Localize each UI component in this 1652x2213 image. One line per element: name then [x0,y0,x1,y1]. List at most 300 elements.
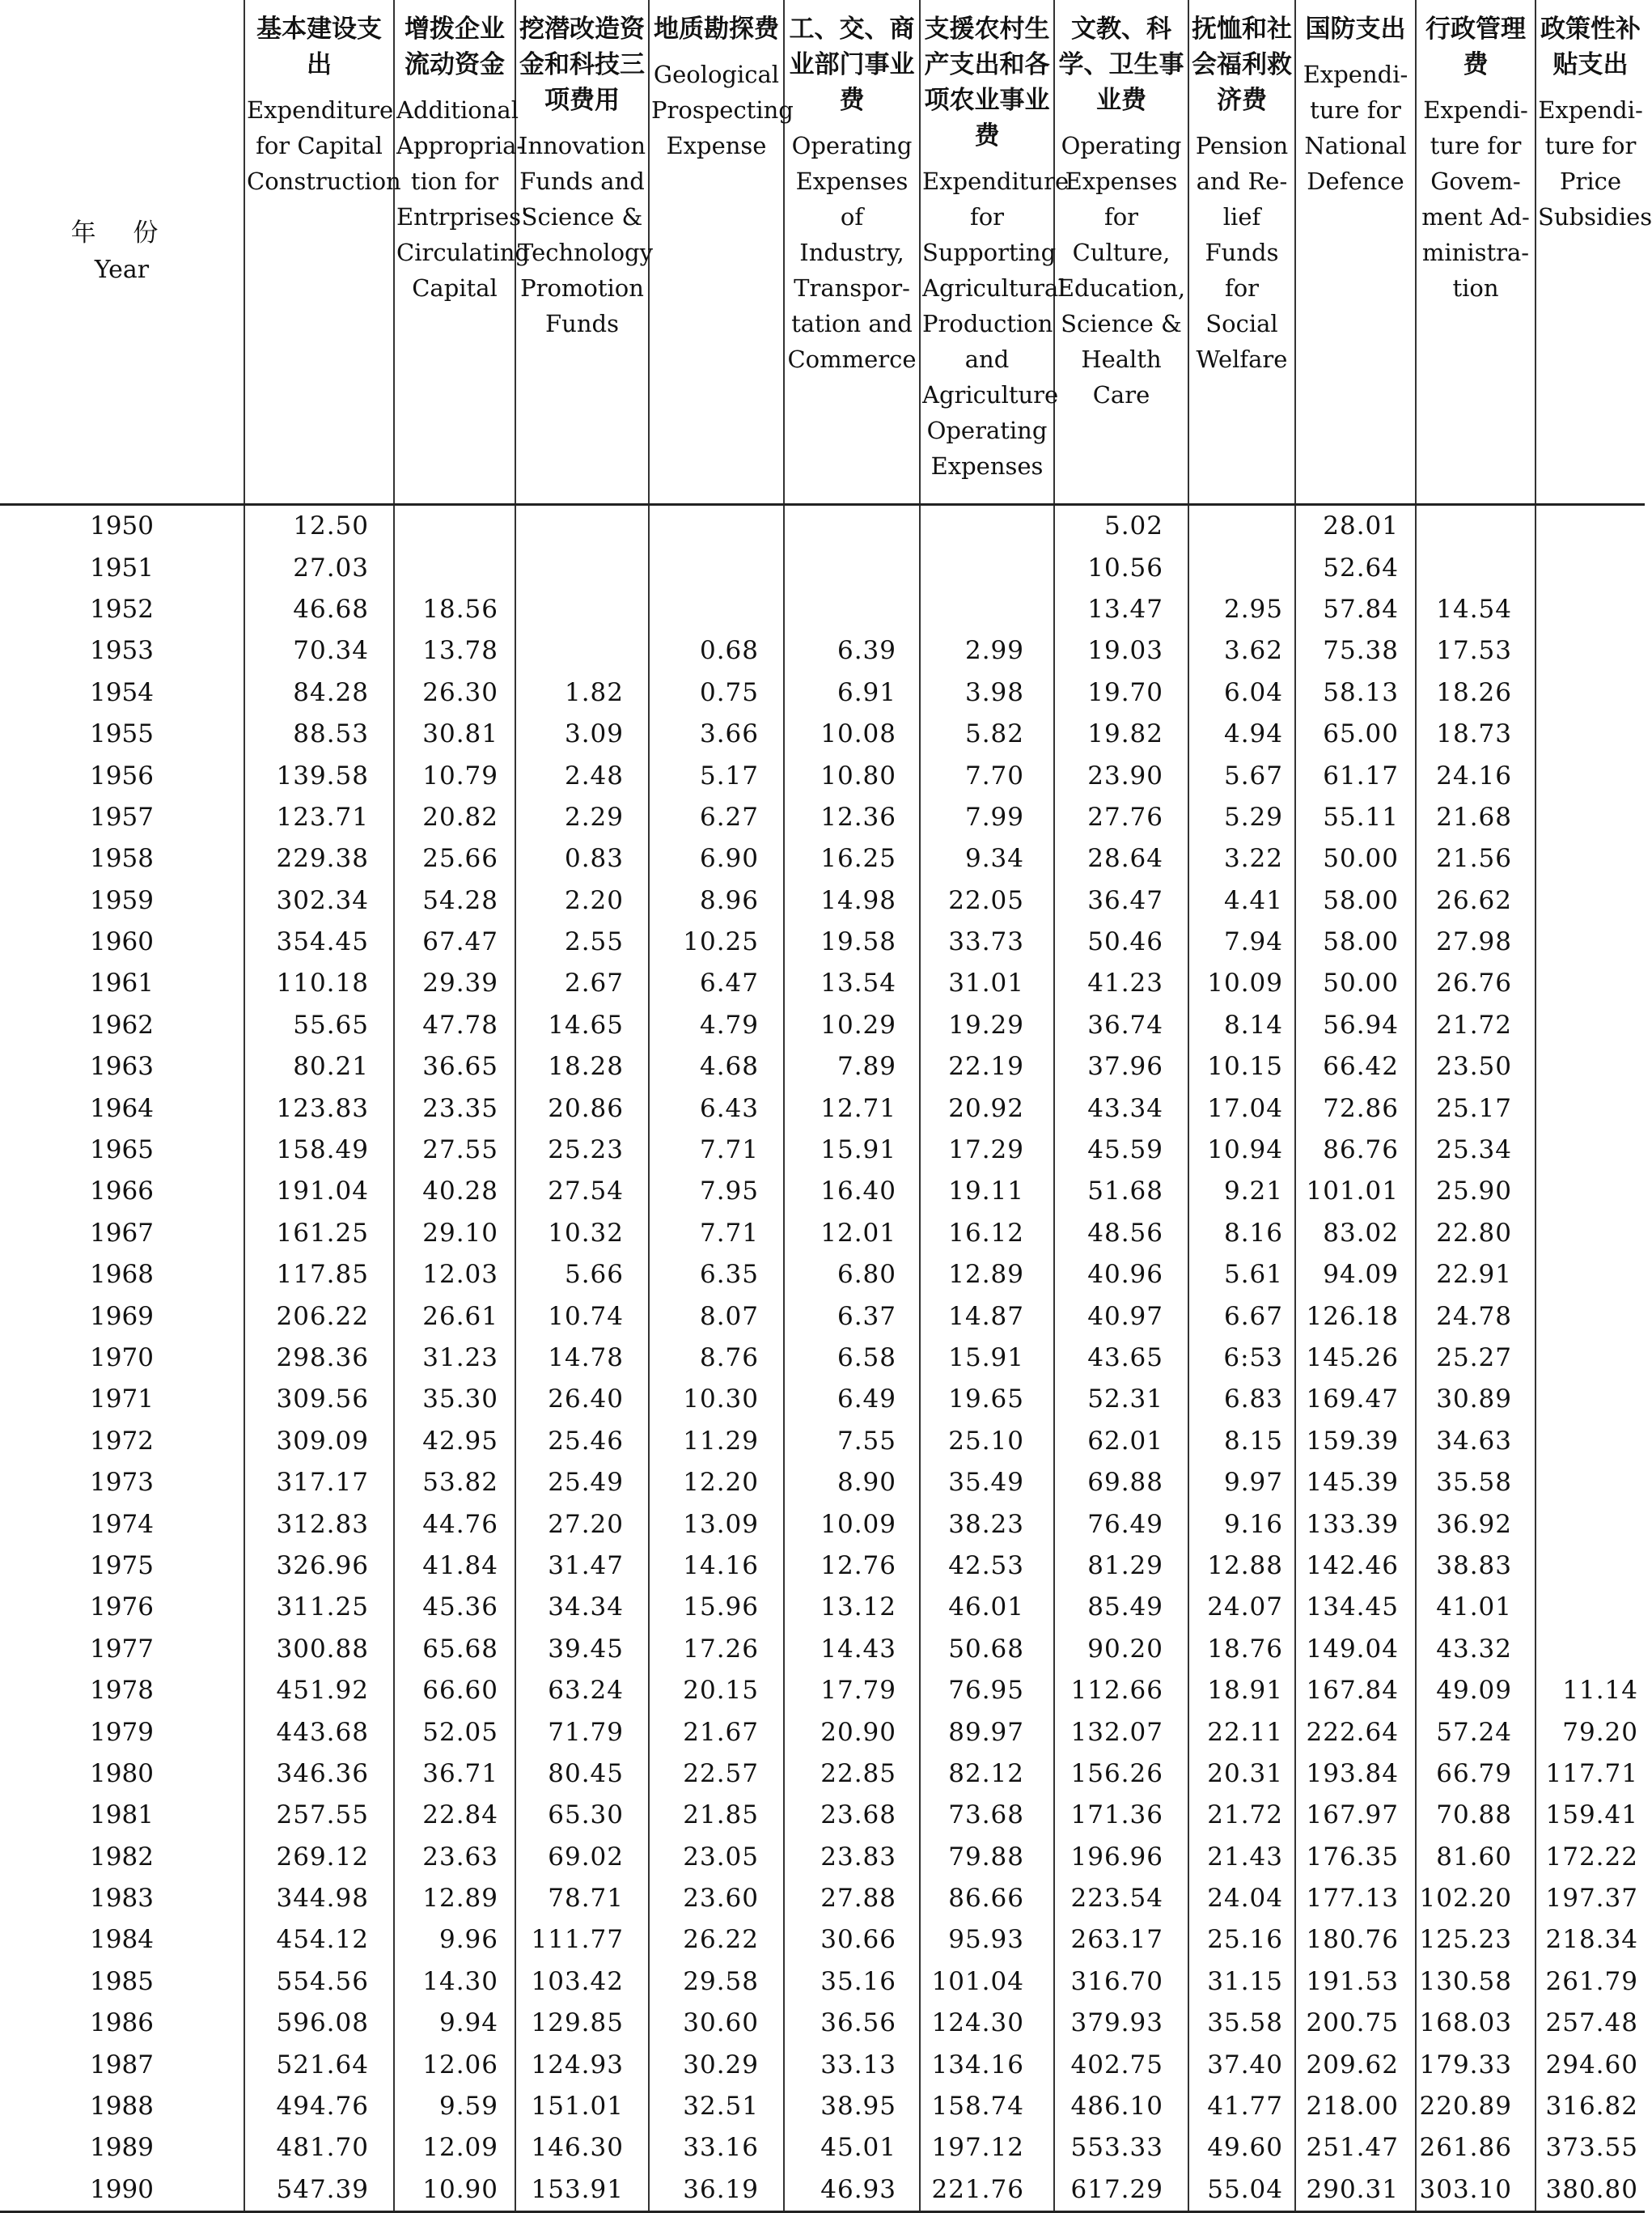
value-cell: 18.26 [1416,672,1536,714]
value-cell [1536,963,1645,1004]
year-cell: 1968 [90,1260,154,1290]
value-cell: 5.82 [920,714,1054,755]
value-cell: 55.04 [1188,2169,1295,2212]
value-cell: 76.95 [920,1670,1054,1711]
table-row [0,505,1645,548]
header-english-label: Innovation Funds and Science & Technology Promotion Funds [518,132,653,337]
value-cell: 218.34 [1536,1919,1645,1961]
value-cell: 38.83 [1416,1545,1536,1587]
table-row [0,589,1645,630]
value-cell: 44.76 [394,1503,515,1545]
value-cell: 12.36 [784,797,920,838]
value-cell: 16.25 [784,838,920,880]
value-cell: 13.47 [1054,589,1188,630]
value-cell: 26.40 [515,1379,649,1420]
value-cell: 25.49 [515,1462,649,1503]
value-cell: 29.58 [649,1961,784,2003]
value-cell: 168.03 [1416,2003,1536,2044]
value-cell: 6.27 [649,797,784,838]
year-cell: 1971 [90,1384,154,1414]
value-cell: 37.96 [1054,1046,1188,1087]
value-cell: 15.91 [920,1338,1054,1379]
value-cell: 81.29 [1054,1545,1188,1587]
value-cell: 12.50 [244,505,394,548]
value-cell: 10.74 [515,1295,649,1337]
year-cell: 1977 [90,1634,154,1664]
table-row [0,630,1645,672]
value-cell: 46.68 [244,589,394,630]
value-cell: 57.24 [1416,1711,1536,1753]
value-cell: 158.49 [244,1130,394,1171]
year-cell: 1950 [90,511,154,541]
value-cell: 294.60 [1536,2044,1645,2085]
value-cell [920,589,1054,630]
value-cell [1536,1338,1645,1379]
value-cell: 20.82 [394,797,515,838]
year-cell: 1981 [90,1800,154,1830]
column-header-5 [784,0,920,505]
value-cell: 13.09 [649,1503,784,1545]
value-cell: 36.92 [1416,1503,1536,1545]
table-row [0,1919,1645,1961]
value-cell: 125.23 [1416,1919,1536,1961]
value-cell: 547.39 [244,2169,394,2212]
value-cell: 37.40 [1188,2044,1295,2085]
value-cell: 0.68 [649,630,784,672]
header-row [0,0,1645,505]
value-cell: 12.71 [784,1087,920,1129]
value-cell: 354.45 [244,922,394,963]
value-cell: 17.26 [649,1629,784,1670]
column-header-year [0,0,244,505]
value-cell [1536,1005,1645,1046]
value-cell: 26.61 [394,1295,515,1337]
value-cell: 223.54 [1054,1878,1188,1919]
value-cell: 36.47 [1054,880,1188,922]
year-cell: 1978 [90,1676,154,1706]
table-row [0,1171,1645,1212]
value-cell: 19.70 [1054,672,1188,714]
value-cell: 8.96 [649,880,784,922]
value-cell: 9.21 [1188,1171,1295,1212]
header-english-label: Year [94,256,150,284]
year-cell: 1959 [90,885,154,915]
header-english-label: Pension and Re- lief Funds for Social Welfare [1195,132,1289,373]
value-cell: 13.78 [394,630,515,672]
value-cell: 18.28 [515,1046,649,1087]
value-cell: 161.25 [244,1213,394,1254]
column-header-3 [515,0,653,505]
value-cell: 50.00 [1295,963,1416,1004]
value-cell: 20.92 [920,1087,1054,1129]
value-cell: 454.12 [244,1919,394,1961]
value-cell: 139.58 [244,755,394,796]
value-cell: 11.29 [649,1421,784,1462]
header-chinese-label: 地质勘探费 [654,15,779,44]
value-cell: 521.64 [244,2044,394,2085]
value-cell: 177.13 [1295,1878,1416,1919]
value-cell: 300.88 [244,1629,394,1670]
value-cell: 5.17 [649,755,784,796]
value-cell: 167.97 [1295,1795,1416,1836]
value-cell: 3.22 [1188,838,1295,880]
value-cell: 6.83 [1188,1379,1295,1420]
value-cell: 65.30 [515,1795,649,1836]
value-cell: 22.80 [1416,1213,1536,1254]
value-cell: 209.62 [1295,2044,1416,2085]
value-cell: 269.12 [244,1837,394,1878]
value-cell: 49.60 [1188,2127,1295,2168]
value-cell: 73.68 [920,1795,1054,1836]
value-cell: 31.23 [394,1338,515,1379]
value-cell: 27.98 [1416,922,1536,963]
value-cell: 206.22 [244,1295,394,1337]
value-cell: 83.02 [1295,1213,1416,1254]
value-cell [1536,672,1645,714]
table-row [0,2044,1645,2085]
value-cell: 8.16 [1188,1213,1295,1254]
value-cell: 7.71 [649,1213,784,1254]
value-cell: 26.62 [1416,880,1536,922]
year-cell: 1972 [90,1426,154,1456]
column-header-7 [1054,0,1188,505]
value-cell: 41.01 [1416,1587,1536,1628]
header-chinese-label: 抚恤和社会福利救济费 [1192,15,1292,115]
year-cell: 1951 [90,553,154,583]
value-cell: 12.89 [920,1254,1054,1295]
value-cell: 89.97 [920,1711,1054,1753]
value-cell: 86.76 [1295,1130,1416,1171]
value-cell: 45.01 [784,2127,920,2168]
value-cell: 5.02 [1054,505,1188,548]
value-cell: 22.91 [1416,1254,1536,1295]
value-cell: 7.94 [1188,922,1295,963]
value-cell: 17.79 [784,1670,920,1711]
value-cell: 80.21 [244,1046,394,1087]
value-cell: 95.93 [920,1919,1054,1961]
year-cell: 1990 [0,2169,244,2212]
value-cell [1536,1421,1645,1462]
year-cell: 1984 [90,1925,154,1955]
value-cell: 176.35 [1295,1837,1416,1878]
value-cell: 28.64 [1054,838,1188,880]
column-header-10 [1416,0,1536,505]
value-cell: 16.12 [920,1213,1054,1254]
value-cell [515,589,649,630]
value-cell: 10.25 [649,922,784,963]
year-cell: 1967 [90,1218,154,1248]
value-cell [649,547,784,588]
value-cell: 9.94 [394,2003,515,2044]
value-cell: 111.77 [515,1919,649,1961]
value-cell: 53.82 [394,1462,515,1503]
value-cell: 25.46 [515,1421,649,1462]
year-cell: 1957 [90,802,154,832]
value-cell: 25.10 [920,1421,1054,1462]
value-cell: 19.65 [920,1379,1054,1420]
value-cell: 191.04 [244,1171,394,1212]
value-cell: 311.25 [244,1587,394,1628]
value-cell: 15.91 [784,1130,920,1171]
value-cell: 66.60 [394,1670,515,1711]
table-row [0,1961,1645,2003]
value-cell: 51.68 [1054,1171,1188,1212]
value-cell: 554.56 [244,1961,394,2003]
value-cell: 88.53 [244,714,394,755]
value-cell: 35.58 [1188,2003,1295,2044]
value-cell: 14.54 [1416,589,1536,630]
value-cell: 70.34 [244,630,394,672]
value-cell: 48.56 [1054,1213,1188,1254]
value-cell: 27.03 [244,547,394,588]
value-cell: 4.68 [649,1046,784,1087]
value-cell: 21.56 [1416,838,1536,880]
value-cell: 14.16 [649,1545,784,1587]
year-cell: 1980 [90,1758,154,1788]
value-cell: 9.34 [920,838,1054,880]
value-cell: 101.01 [1295,1171,1416,1212]
value-cell: 379.93 [1054,2003,1188,2044]
value-cell: 123.83 [244,1087,394,1129]
value-cell: 25.16 [1188,1919,1295,1961]
value-cell: 19.03 [1054,630,1188,672]
year-cell: 1970 [90,1343,154,1372]
value-cell: 41.84 [394,1545,515,1587]
value-cell: 8.90 [784,1462,920,1503]
header-chinese-label: 支援农村生产支出和各项农业事业费 [924,15,1050,151]
value-cell: 6.47 [649,963,784,1004]
value-cell: 23.90 [1054,755,1188,796]
value-cell: 30.81 [394,714,515,755]
value-cell: 40.28 [394,1171,515,1212]
value-cell: 65.00 [1295,714,1416,755]
value-cell: 117.85 [244,1254,394,1295]
value-cell: 257.55 [244,1795,394,1836]
value-cell: 69.88 [1054,1462,1188,1503]
value-cell: 6.39 [784,630,920,672]
year-cell: 1975 [90,1550,154,1580]
value-cell: 26.30 [394,672,515,714]
value-cell: 84.28 [244,672,394,714]
year-cell: 1958 [90,844,154,874]
table-row [0,2003,1645,2044]
value-cell [784,589,920,630]
value-cell: 31.47 [515,1545,649,1587]
value-cell: 26.22 [649,1919,784,1961]
table-row [0,1130,1645,1171]
column-header-2 [394,0,530,505]
value-cell: 11.14 [1536,1670,1645,1711]
value-cell: 261.86 [1416,2127,1536,2168]
value-cell: 134.45 [1295,1587,1416,1628]
value-cell [515,505,649,548]
value-cell: 42.53 [920,1545,1054,1587]
value-cell: 21.72 [1188,1795,1295,1836]
value-cell [1536,1046,1645,1087]
value-cell: 317.17 [244,1462,394,1503]
value-cell: 124.93 [515,2044,649,2085]
value-cell: 2.55 [515,922,649,963]
value-cell: 36.19 [649,2169,784,2212]
value-cell: 373.55 [1536,2127,1645,2168]
value-cell: 10.09 [784,1503,920,1545]
value-cell: 6:53 [1188,1338,1295,1379]
value-cell: 9.96 [394,1919,515,1961]
year-cell: 1969 [90,1301,154,1331]
value-cell: 7.70 [920,755,1054,796]
value-cell: 3.98 [920,672,1054,714]
value-cell: 12.20 [649,1462,784,1503]
value-cell [1536,1213,1645,1254]
value-cell: 7.99 [920,797,1054,838]
header-chinese-label: 挖潜改造资金和科技三项费用 [519,15,645,115]
header-english-label: Expenditure for Supporting Agricultural Production and Agriculture Operating Expenses [922,167,1070,480]
value-cell: 24.78 [1416,1295,1536,1337]
table-row [0,1213,1645,1254]
value-cell [1416,505,1536,548]
value-cell: 481.70 [244,2127,394,2168]
value-cell: 40.96 [1054,1254,1188,1295]
value-cell: 196.96 [1054,1837,1188,1878]
value-cell: 62.01 [1054,1421,1188,1462]
value-cell: 7.71 [649,1130,784,1171]
value-cell: 46.93 [784,2169,920,2212]
value-cell [1536,880,1645,922]
value-cell: 36.71 [394,1753,515,1795]
value-cell [1536,1171,1645,1212]
value-cell: 12.88 [1188,1545,1295,1587]
table-row [0,880,1645,922]
value-cell: 10.94 [1188,1130,1295,1171]
value-cell: 33.73 [920,922,1054,963]
value-cell: 58.00 [1295,922,1416,963]
value-cell: 251.47 [1295,2127,1416,2168]
table-row [0,1254,1645,1295]
value-cell: 101.04 [920,1961,1054,2003]
value-cell: 167.84 [1295,1670,1416,1711]
value-cell: 45.59 [1054,1130,1188,1171]
value-cell: 0.83 [515,838,649,880]
value-cell: 2.20 [515,880,649,922]
year-cell: 1963 [90,1052,154,1082]
header-english-label: Geological Prospecting Expense [651,61,794,159]
value-cell: 25.90 [1416,1171,1536,1212]
value-cell: 4.41 [1188,880,1295,922]
table-row [0,2127,1645,2168]
value-cell: 229.38 [244,838,394,880]
value-cell: 24.16 [1416,755,1536,796]
table-row [0,547,1645,588]
value-cell: 222.64 [1295,1711,1416,1753]
value-cell: 298.36 [244,1338,394,1379]
value-cell: 596.08 [244,2003,394,2044]
year-cell: 1989 [90,2133,154,2163]
value-cell: 22.84 [394,1795,515,1836]
value-cell: 54.28 [394,880,515,922]
value-cell: 126.18 [1295,1295,1416,1337]
value-cell: 25.17 [1416,1087,1536,1129]
value-cell: 142.46 [1295,1545,1416,1587]
value-cell: 2.67 [515,963,649,1004]
value-cell [1536,922,1645,963]
value-cell: 40.97 [1054,1295,1188,1337]
value-cell [784,505,920,548]
value-cell: 10.32 [515,1213,649,1254]
value-cell: 25.27 [1416,1338,1536,1379]
value-cell: 31.01 [920,963,1054,1004]
table-row [0,838,1645,880]
value-cell: 158.74 [920,2086,1054,2127]
value-cell [1536,547,1645,588]
value-cell: 6.04 [1188,672,1295,714]
header-chinese-label: 工、交、商业部门事业费 [789,15,915,115]
value-cell: 132.07 [1054,1711,1188,1753]
value-cell: 380.80 [1536,2169,1645,2212]
value-cell: 19.29 [920,1005,1054,1046]
value-cell: 257.48 [1536,2003,1645,2044]
value-cell: 171.36 [1054,1795,1188,1836]
value-cell: 153.91 [515,2169,649,2212]
value-cell: 19.82 [1054,714,1188,755]
value-cell: 5.66 [515,1254,649,1295]
value-cell: 6.90 [649,838,784,880]
value-cell: 46.01 [920,1587,1054,1628]
value-cell: 4.79 [649,1005,784,1046]
header-chinese-label: 政策性补贴支出 [1540,15,1641,79]
value-cell: 21.68 [1416,797,1536,838]
table-row [0,797,1645,838]
column-header-1 [244,0,401,505]
value-cell [1188,547,1295,588]
table-row [0,714,1645,755]
value-cell: 35.49 [920,1462,1054,1503]
value-cell: 43.32 [1416,1629,1536,1670]
table-row [0,1295,1645,1337]
value-cell: 35.30 [394,1379,515,1420]
year-cell: 1954 [90,677,154,707]
value-cell: 12.03 [394,1254,515,1295]
value-cell [1536,505,1645,548]
value-cell: 10.29 [784,1005,920,1046]
value-cell: 20.90 [784,1711,920,1753]
value-cell: 47.78 [394,1005,515,1046]
column-header-6 [920,0,1070,505]
value-cell: 10.90 [394,2169,515,2212]
value-cell: 78.71 [515,1878,649,1919]
value-cell: 344.98 [244,1878,394,1919]
value-cell: 6.37 [784,1295,920,1337]
value-cell: 13.54 [784,963,920,1004]
table-row [0,1379,1645,1420]
value-cell: 20.15 [649,1670,784,1711]
table-row [0,1462,1645,1503]
value-cell: 124.30 [920,2003,1054,2044]
value-cell: 61.17 [1295,755,1416,796]
value-cell: 197.37 [1536,1878,1645,1919]
year-cell: 1976 [90,1592,154,1622]
value-cell: 27.76 [1054,797,1188,838]
value-cell: 309.09 [244,1421,394,1462]
value-cell: 76.49 [1054,1503,1188,1545]
year-cell: 1974 [90,1509,154,1539]
value-cell [1536,1130,1645,1171]
value-cell: 6.58 [784,1338,920,1379]
header-chinese-label: 年 份 [70,218,173,248]
value-cell: 5.29 [1188,797,1295,838]
value-cell: 65.68 [394,1629,515,1670]
value-cell: 20.86 [515,1087,649,1129]
year-cell: 1964 [90,1093,154,1123]
